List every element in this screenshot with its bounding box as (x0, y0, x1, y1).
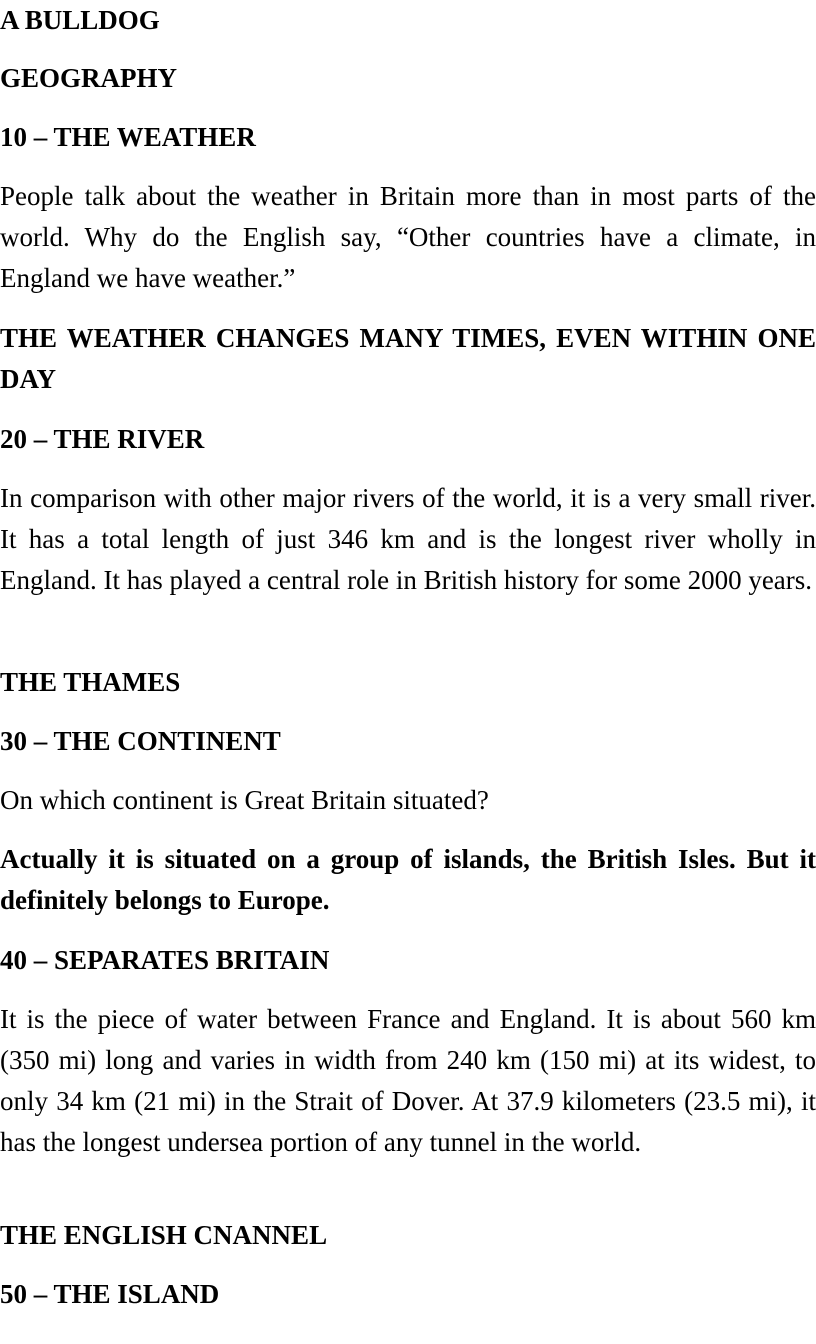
question-10-clue: People talk about the weather in Britain more than in most parts of the world. Why do the English say, “Other countries have a climate, in England we have weather.” (0, 181, 816, 293)
question-30-heading: 30 – THE CONTINENT (0, 726, 281, 756)
question-20-clue: In comparison with other major rivers of the world, it is a very small river. It has a total length of just 346 km and is the longest river wholly in England. It has played a central role in British history for some 2000 years. (0, 483, 816, 595)
question-40-heading: 40 – SEPARATES BRITAIN (0, 945, 330, 975)
question-40-clue: It is the piece of water between France and England. It is about 560 km (350 mi) long and varies in width from 240 km (150 mi) at its widest, to only 34 km (21 mi) in the Strait of Dover. At 37.9 kilometers (23.5 mi), it has the longest undersea portion of any tunnel in the world. (0, 1004, 816, 1157)
question-20-answer: THE THAMES (0, 667, 181, 697)
question-40-answer: THE ENGLISH CNANNEL (0, 1220, 328, 1250)
category-heading: GEOGRAPHY (0, 63, 178, 93)
document-title: A BULLDOG (0, 5, 160, 35)
question-30-clue: On which continent is Great Britain situated? (0, 785, 489, 815)
question-20-heading: 20 – THE RIVER (0, 424, 205, 454)
question-50-heading: 50 – THE ISLAND (0, 1279, 220, 1309)
question-10-heading: 10 – THE WEATHER (0, 122, 256, 152)
question-10-answer: THE WEATHER CHANGES MANY TIMES, EVEN WITHIN ONE DAY (0, 323, 816, 394)
question-30-answer: Actually it is situated on a group of islands, the British Isles. But it definitely belongs to Europe. (0, 844, 816, 915)
